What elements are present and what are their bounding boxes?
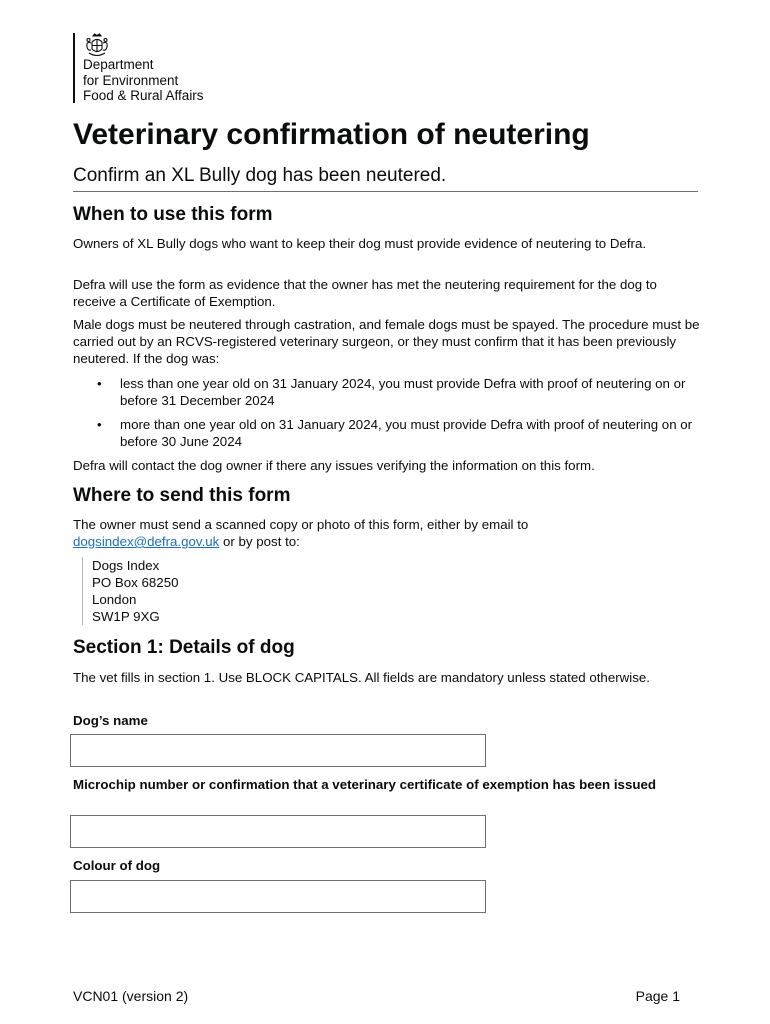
org-line-3: Food & Rural Affairs	[83, 88, 204, 103]
defra-logo	[73, 33, 251, 103]
postal-address	[82, 557, 179, 625]
section1-intro: The vet fills in section 1. Use BLOCK CAPITALS. All fields are mandatory unless stated otherwise.	[73, 670, 650, 685]
dog-name-input[interactable]	[70, 734, 486, 767]
when-paragraph-4: Defra will contact the dog owner if there any issues verifying the information on this form.	[73, 458, 595, 473]
when-paragraph-1: Owners of XL Bully dogs who want to keep their dog must provide evidence of neutering to Defra.	[73, 236, 647, 251]
org-line-1: Department	[83, 57, 154, 72]
address-line: Dogs Index	[92, 558, 160, 573]
dog-name-label: Dog’s name	[73, 713, 148, 728]
org-name	[83, 57, 204, 104]
microchip-label: Microchip number or confirmation that a veterinary certificate of exemption has been issued	[73, 777, 656, 792]
address-line: PO Box 68250	[92, 575, 179, 590]
colour-label: Colour of dog	[73, 858, 161, 873]
page-title: Veterinary confirmation of neutering	[73, 118, 590, 151]
page-subtitle: Confirm an XL Bully dog has been neutered.	[73, 165, 447, 186]
list-item: • more than one year old on 31 January 2024, you must provide Defra with proof of neutering on or before 30 June 2024	[73, 416, 701, 450]
list-item: • less than one year old on 31 January 2024, you must provide Defra with proof of neutering on or before 31 December 2024	[73, 375, 701, 409]
microchip-input[interactable]	[70, 815, 486, 848]
post-text: or by post to:	[219, 534, 300, 549]
when-paragraph-2: Defra will use the form as evidence that the owner has met the neutering requirement for the dog to receive a Certificate of Exemption.	[73, 277, 657, 309]
where-intro: The owner must send a scanned copy or photo of this form, either by email to	[73, 517, 529, 532]
address-line: London	[92, 592, 137, 607]
where-heading: Where to send this form	[73, 485, 291, 506]
where-paragraph	[73, 516, 701, 550]
address-line: SW1P 9XG	[92, 609, 160, 624]
royal-crest-icon	[83, 33, 111, 59]
email-link[interactable]: dogsindex@defra.gov.uk	[73, 534, 220, 549]
when-heading: When to use this form	[73, 204, 273, 225]
org-line-2: for Environment	[83, 72, 179, 88]
divider	[73, 191, 698, 192]
colour-input[interactable]	[70, 880, 486, 913]
page-number: Page 1	[635, 988, 680, 1004]
form-code: VCN01 (version 2)	[73, 988, 189, 1004]
when-paragraph-3: Male dogs must be neutered through castration, and female dogs must be spayed. The procedure must be carried out by an RCVS-registered veterinary surgeon, or they must confirm that it has been previously neutered. If the dog was:	[73, 317, 700, 366]
section1-heading: Section 1: Details of dog	[73, 637, 295, 658]
deadline-list	[73, 375, 701, 457]
